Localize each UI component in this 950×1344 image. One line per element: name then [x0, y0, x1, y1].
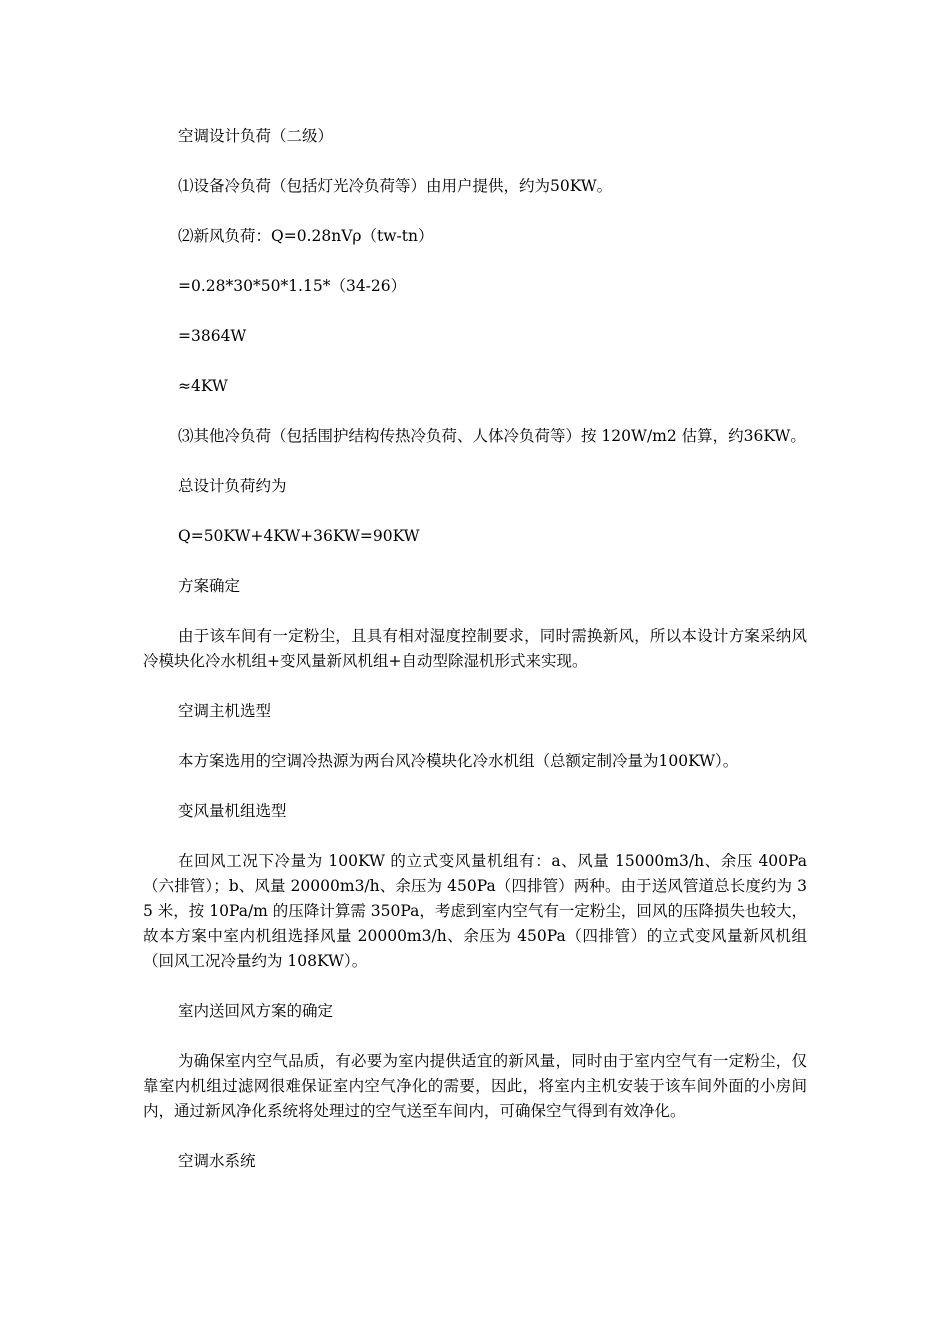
paragraph-total-load-label: 总设计负荷约为	[178, 477, 287, 495]
formula-line: ≈4KW	[178, 377, 228, 395]
heading-air-supply: 室内送回风方案的确定	[178, 1002, 334, 1020]
paragraph-scheme: 由于该车间有一定粉尘，且具有相对湿度控制要求，同时需换新风，所以本设计方案采纳风冷模块化冷水机组+变风量新风机组+自动型除湿机形式来实现。	[143, 627, 807, 670]
formula-total-load: Q=50KW+4KW+36KW=90KW	[178, 527, 420, 545]
formula-line: =3864W	[178, 327, 247, 345]
heading-scheme: 方案确定	[178, 577, 241, 595]
heading-main-unit: 空调主机选型	[178, 702, 272, 720]
paragraph-equipment-load: ⑴设备冷负荷（包括灯光冷负荷等）由用户提供，约为50KW。	[178, 177, 613, 195]
paragraph-other-load: ⑶其他冷负荷（包括围护结构传热冷负荷、人体冷负荷等）按 120W/m2 估算，约36KW。	[178, 427, 806, 445]
heading-vav-unit: 变风量机组选型	[178, 802, 287, 820]
paragraph-air-supply: 为确保室内空气品质，有必要为室内提供适宜的新风量，同时由于室内空气有一定粉尘，仅靠室内机组过滤网很难保证室内空气净化的需要，因此，将室内主机安装于该车间外面的小房间内，通过新风净化系统将处理过的空气送至车间内，可确保空气得到有效净化。	[143, 1052, 807, 1120]
paragraph-fresh-air-load: ⑵新风负荷：Q=0.28nVρ（tw-tn）	[178, 227, 434, 245]
paragraph-main-unit: 本方案选用的空调冷热源为两台风冷模块化冷水机组（总额定制冷量为100KW）。	[178, 752, 739, 770]
heading-water-system: 空调水系统	[178, 1152, 256, 1170]
heading-design-load: 空调设计负荷（二级）	[178, 127, 334, 145]
document-body	[143, 124, 807, 1199]
paragraph-vav-unit: 在回风工况下冷量为 100KW 的立式变风量机组有：a、风量 15000m3/h、余压 400Pa（六排管）；b、风量 20000m3/h、余压为 450Pa（四排管）两种。由于送风管道总长度约为 35 米，按 10Pa/m 的压降计算需 350Pa，考虑到室内空气有一定粉尘，回风的压降损失也较大，故本方案中室内机组选择风量 20000m3/h、余压为 450Pa（四排管）的立式变风量新风机组（回风工况冷量约为 108KW）。	[143, 852, 807, 970]
formula-line: =0.28*30*50*1.15*（34-26）	[178, 277, 407, 295]
